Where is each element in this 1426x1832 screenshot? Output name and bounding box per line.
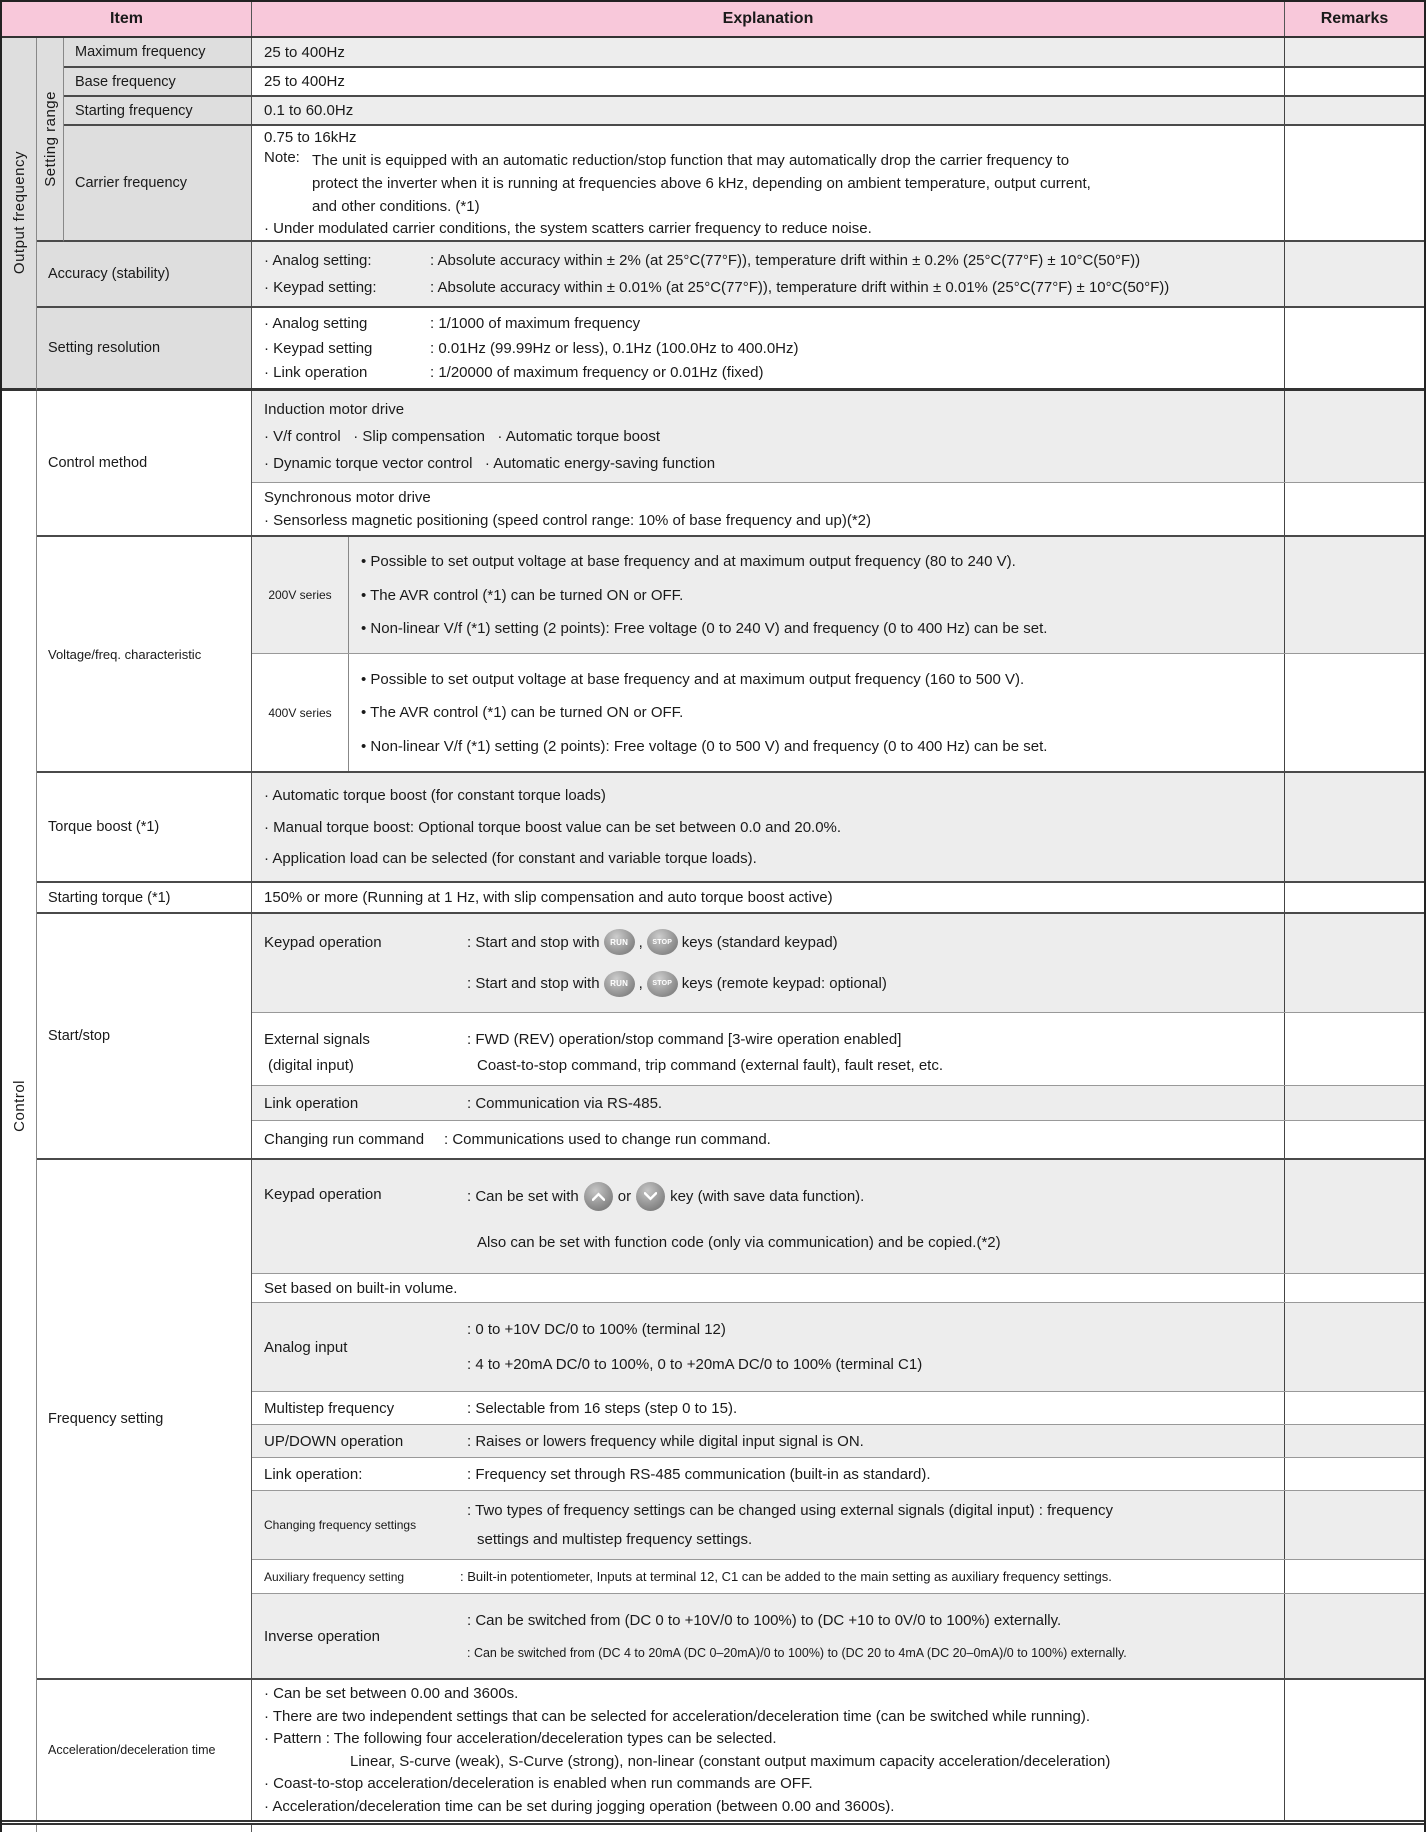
torque-line: · Automatic torque boost (for constant torque loads) xyxy=(264,787,606,805)
remarks-cell xyxy=(1285,1013,1424,1085)
series-label: 200V series xyxy=(252,537,349,653)
synchronous-title: Synchronous motor drive xyxy=(264,489,431,506)
stub-line xyxy=(251,1825,252,1832)
remarks-cell xyxy=(1285,126,1424,240)
remarks-cell xyxy=(1285,1425,1424,1457)
header-remarks: Remarks xyxy=(1320,10,1389,27)
stub-line xyxy=(36,1825,37,1832)
subrow-fs-changing xyxy=(252,1491,1424,1560)
line-pre: : Start and stop with xyxy=(467,975,600,993)
subrow-link-operation xyxy=(252,1086,1424,1121)
subrow-fs-volume xyxy=(252,1274,1424,1303)
fs-inverse-line: : Can be switched from (DC 0 to +10V/0 to 100%) to (DC +10 to 0V/0 to 100%) externally. xyxy=(467,1611,1062,1629)
resolution-keypad-label: · Keypad setting xyxy=(264,339,373,357)
accuracy-keypad-text: : Absolute accuracy within ± 0.01% (at 25°C(77°F)), temperature drift within ± 0.01% (25°C(77°F) ± 10°C(50°F)) xyxy=(430,279,1170,296)
fs-keypad-line2: Also can be set with function code (only via communication) and be copied.(*2) xyxy=(477,1233,1001,1251)
row-frequency-setting xyxy=(2,1160,1424,1680)
item-label: Torque boost (*1) xyxy=(37,773,252,881)
row-voltage-freq xyxy=(2,537,1424,773)
series-line: • Non-linear V/f (*1) setting (2 points): Free voltage (0 to 500 V) and frequency (0 to 400 Hz) can be set. xyxy=(361,737,1048,755)
line-pre: : Can be set with xyxy=(467,1188,579,1206)
remarks-cell xyxy=(1285,773,1424,881)
label-line: External signals xyxy=(264,1031,370,1048)
subrow-200v-series xyxy=(252,537,1424,654)
next-row-stub xyxy=(2,1825,1424,1832)
accuracy-analog-label: · Analog setting: xyxy=(264,252,372,269)
resolution-analog-text: : 1/1000 of maximum frequency xyxy=(430,315,641,333)
remarks-cell xyxy=(1285,1160,1424,1273)
row-setting-resolution xyxy=(2,308,1424,391)
remarks-cell xyxy=(1285,391,1424,482)
run-key-button: RUN xyxy=(604,971,635,997)
subrow-fs-analog xyxy=(252,1303,1424,1392)
subrow-fs-auxiliary xyxy=(252,1560,1424,1594)
line-pre: : Start and stop with xyxy=(467,933,600,951)
output-frequency-label: Output frequency xyxy=(10,151,28,275)
fs-auxiliary-text: : Built-in potentiometer, Inputs at terminal 12, C1 can be added to the main setting as auxiliary frequency settings. xyxy=(460,1569,1112,1584)
fs-analog-label: Analog input xyxy=(264,1338,348,1356)
keypad-line1 xyxy=(467,929,1284,955)
row-control-method xyxy=(2,391,1424,537)
note-line: protect the inverter when it is running at frequencies above 6 kHz, depending on ambient temperature, output current, xyxy=(312,174,1091,192)
explanation-text: 25 to 400Hz xyxy=(264,43,345,61)
fs-changing-line: settings and multistep frequency settings. xyxy=(477,1530,753,1548)
fs-multistep-text: : Selectable from 16 steps (step 0 to 15). xyxy=(467,1399,738,1417)
changing-run-text: : Communications used to change run command. xyxy=(444,1131,771,1148)
accuracy-analog-line xyxy=(264,252,1284,269)
accuracy-keypad-label: · Keypad setting: xyxy=(264,279,377,296)
remarks-cell xyxy=(1285,308,1424,388)
remarks-cell xyxy=(1285,1560,1424,1593)
series-label: 400V series xyxy=(252,654,349,771)
row-base-frequency xyxy=(2,68,1424,97)
accuracy-analog-text: : Absolute accuracy within ± 2% (at 25°C(77°F)), temperature drift within ± 0.2% (25°C(77°F) ± 10°C(50°F)) xyxy=(430,252,1141,269)
resolution-analog-line xyxy=(264,315,1284,332)
item-label: Control method xyxy=(37,391,252,535)
item-label: Setting resolution xyxy=(37,308,252,388)
keypad-line2 xyxy=(467,971,1284,997)
rail-control xyxy=(2,391,37,1820)
torque-line: · Manual torque boost: Optional torque boost value can be set between 0.0 and 20.0%. xyxy=(264,818,842,836)
note-line: The unit is equipped with an automatic reduction/stop function that may automatically drop the carrier frequency to xyxy=(312,151,1070,169)
item-label: Starting frequency xyxy=(64,97,252,124)
fs-multistep-label: Multistep frequency xyxy=(264,1399,395,1417)
remarks-cell xyxy=(1285,883,1424,912)
synchronous-line: · Sensorless magnetic positioning (speed control range: 10% of base frequency and up)(*2) xyxy=(264,512,872,529)
item-label: Frequency setting xyxy=(37,1160,252,1678)
item-label: Accuracy (stability) xyxy=(37,242,252,306)
row-carrier-frequency xyxy=(2,126,1424,242)
remarks-cell xyxy=(1285,1303,1424,1391)
series-line: • The AVR control (*1) can be turned ON or OFF. xyxy=(361,586,684,604)
accel-line: · There are two independent settings that can be selected for acceleration/deceleration time (can be switched while running). xyxy=(264,1707,1091,1725)
fs-analog-line: : 4 to +20mA DC/0 to 100%, 0 to +20mA DC/0 to 100% (terminal C1) xyxy=(467,1356,923,1373)
remarks-cell xyxy=(1285,1392,1424,1424)
resolution-link-text: : 1/20000 of maximum frequency or 0.01Hz (fixed) xyxy=(430,363,764,381)
remarks-cell xyxy=(1285,914,1424,1012)
accuracy-keypad-line xyxy=(264,279,1284,296)
resolution-keypad-line xyxy=(264,340,1284,357)
note-label: Note: xyxy=(264,148,300,166)
rail-setting-range xyxy=(37,38,64,242)
resolution-keypad-text: : 0.01Hz (99.99Hz or less), 0.1Hz (100.0Hz to 400.0Hz) xyxy=(430,339,799,357)
remarks-cell xyxy=(1285,68,1424,95)
link-operation-text: : Communication via RS-485. xyxy=(467,1094,663,1112)
item-label: Carrier frequency xyxy=(64,126,252,240)
fs-auxiliary-label: Auxiliary frequency setting xyxy=(264,1569,405,1584)
remarks-cell xyxy=(1285,654,1424,771)
remarks-cell xyxy=(1285,537,1424,653)
carrier-note xyxy=(264,149,1284,218)
remarks-cell xyxy=(1285,483,1424,535)
rail-output-frequency xyxy=(2,38,37,391)
stop-key-button: STOP xyxy=(647,971,678,997)
changing-run-label: Changing run command xyxy=(264,1131,425,1148)
note-line: and other conditions. (*1) xyxy=(312,197,480,215)
induction-line: · V/f control · Slip compensation · Automatic torque boost xyxy=(264,428,661,445)
row-starting-frequency xyxy=(2,97,1424,126)
fs-analog-line: : 0 to +10V DC/0 to 100% (terminal 12) xyxy=(467,1321,726,1338)
line-post: keys (standard keypad) xyxy=(681,933,838,951)
fs-updown-label: UP/DOWN operation xyxy=(264,1432,404,1450)
carrier-range: 0.75 to 16kHz xyxy=(264,128,357,146)
setting-range-label: Setting range xyxy=(41,91,59,187)
accel-line: · Can be set between 0.00 and 3600s. xyxy=(264,1685,519,1703)
remarks-cell xyxy=(1285,1121,1424,1158)
fs-changing-line: : Two types of frequency settings can be changed using external signals (digital input) : frequency xyxy=(467,1502,1113,1520)
row-torque-boost xyxy=(2,773,1424,883)
accel-line: Linear, S-curve (weak), S-Curve (strong), non-linear (constant output maximum capacity acceleration/deceleration) xyxy=(350,1752,1111,1770)
series-line: • The AVR control (*1) can be turned ON or OFF. xyxy=(361,704,684,721)
item-label: Base frequency xyxy=(64,68,252,95)
item-label: Voltage/freq. characteristic xyxy=(37,537,252,771)
line-mid: or xyxy=(617,1188,632,1206)
resolution-link-line xyxy=(264,364,1284,381)
row-accel-decel xyxy=(2,1680,1424,1820)
external-text-line: Coast-to-stop command, trip command (external fault), fault reset, etc. xyxy=(477,1057,944,1074)
fs-inverse-label: Inverse operation xyxy=(264,1627,380,1645)
remarks-cell xyxy=(1285,1594,1424,1678)
fs-keypad-label: Keypad operation xyxy=(264,1186,382,1203)
down-key-icon xyxy=(636,1182,665,1211)
item-label: Starting torque (*1) xyxy=(37,883,252,912)
subrow-induction xyxy=(252,391,1424,483)
fs-inverse-line: : Can be switched from (DC 4 to 20mA (DC 0–20mA)/0 to 100%) to (DC 20 to 4mA (DC 20–0mA)/0 to 100%) externally. xyxy=(467,1646,1127,1661)
remarks-cell xyxy=(1285,1680,1424,1820)
item-label: Start/stop xyxy=(37,914,252,1158)
fs-changing-label: Changing frequency settings xyxy=(264,1518,417,1532)
line-post: keys (remote keypad: optional) xyxy=(681,975,887,993)
row-starting-torque xyxy=(2,883,1424,914)
remarks-cell xyxy=(1285,1491,1424,1559)
fs-updown-text: : Raises or lowers frequency while digital input signal is ON. xyxy=(467,1432,864,1450)
table-header-row xyxy=(2,2,1424,38)
item-label: Acceleration/deceleration time xyxy=(37,1680,252,1820)
series-line: • Possible to set output voltage at base frequency and at maximum output frequency (80 to 240 V). xyxy=(361,553,1016,571)
run-key-button: RUN xyxy=(604,929,635,955)
external-text-line: : FWD (REV) operation/stop command [3-wire operation enabled] xyxy=(467,1031,902,1048)
up-key-icon xyxy=(584,1182,613,1211)
subrow-keypad-operation xyxy=(252,914,1424,1013)
series-line: • Possible to set output voltage at base frequency and at maximum output frequency (160 to 500 V). xyxy=(361,670,1025,688)
explanation-text: 25 to 400Hz xyxy=(264,73,345,90)
fs-keypad-line1 xyxy=(467,1182,1276,1211)
label-line: (digital input) xyxy=(268,1057,354,1074)
induction-line: · Dynamic torque vector control · Automatic energy-saving function xyxy=(264,455,716,472)
row-accuracy xyxy=(2,242,1424,308)
control-label: Control xyxy=(10,1079,28,1132)
external-signals-label xyxy=(264,1027,467,1079)
explanation-text: 0.1 to 60.0Hz xyxy=(264,102,354,119)
comma: , xyxy=(638,933,643,951)
subrow-fs-inverse xyxy=(252,1594,1424,1678)
accel-line: · Pattern : The following four acceleration/deceleration types can be selected. xyxy=(264,1730,777,1748)
stop-key-button: STOP xyxy=(647,929,678,955)
subrow-fs-updown xyxy=(252,1425,1424,1458)
series-line: • Non-linear V/f (*1) setting (2 points): Free voltage (0 to 240 V) and frequency (0 to 400 Hz) can be set. xyxy=(361,619,1048,637)
row-maximum-frequency xyxy=(2,38,1424,68)
torque-line: · Application load can be selected (for constant and variable torque loads). xyxy=(264,849,757,867)
subrow-fs-multistep xyxy=(252,1392,1424,1425)
fs-volume-text: Set based on built-in volume. xyxy=(264,1279,458,1297)
subrow-fs-link xyxy=(252,1458,1424,1491)
resolution-link-label: · Link operation xyxy=(264,363,368,381)
subrow-changing-run-command xyxy=(252,1121,1424,1158)
comma: , xyxy=(638,975,643,993)
item-label: Maximum frequency xyxy=(64,38,252,66)
keypad-operation-label: Keypad operation xyxy=(264,934,382,951)
accel-line: · Acceleration/deceleration time can be set during jogging operation (between 0.00 and 3600s). xyxy=(264,1797,895,1815)
remarks-cell xyxy=(1285,97,1424,124)
subrow-400v-series xyxy=(252,654,1424,771)
subrow-fs-keypad xyxy=(252,1160,1424,1274)
fs-link-label: Link operation: xyxy=(264,1465,363,1483)
line-post: key (with save data function). xyxy=(670,1188,865,1206)
remarks-cell xyxy=(1285,1274,1424,1302)
link-operation-label: Link operation xyxy=(264,1094,359,1112)
fs-link-text: : Frequency set through RS-485 communication (built-in as standard). xyxy=(467,1465,931,1483)
header-item: Item xyxy=(2,2,252,36)
row-start-stop xyxy=(2,914,1424,1160)
subrow-synchronous xyxy=(252,483,1424,535)
remarks-cell xyxy=(1285,242,1424,306)
explanation-text: 150% or more (Running at 1 Hz, with slip compensation and auto torque boost active) xyxy=(264,889,833,906)
accel-line: · Coast-to-stop acceleration/deceleration is enabled when run commands are OFF. xyxy=(264,1775,813,1793)
subrow-external-signals xyxy=(252,1013,1424,1086)
remarks-cell xyxy=(1285,1086,1424,1120)
carrier-bullet: · Under modulated carrier conditions, the system scatters carrier frequency to reduce noise. xyxy=(264,220,872,238)
remarks-cell xyxy=(1285,38,1424,66)
resolution-analog-label: · Analog setting xyxy=(264,315,368,333)
header-explanation: Explanation xyxy=(252,2,1285,36)
induction-title: Induction motor drive xyxy=(264,401,405,418)
remarks-cell xyxy=(1285,1458,1424,1490)
